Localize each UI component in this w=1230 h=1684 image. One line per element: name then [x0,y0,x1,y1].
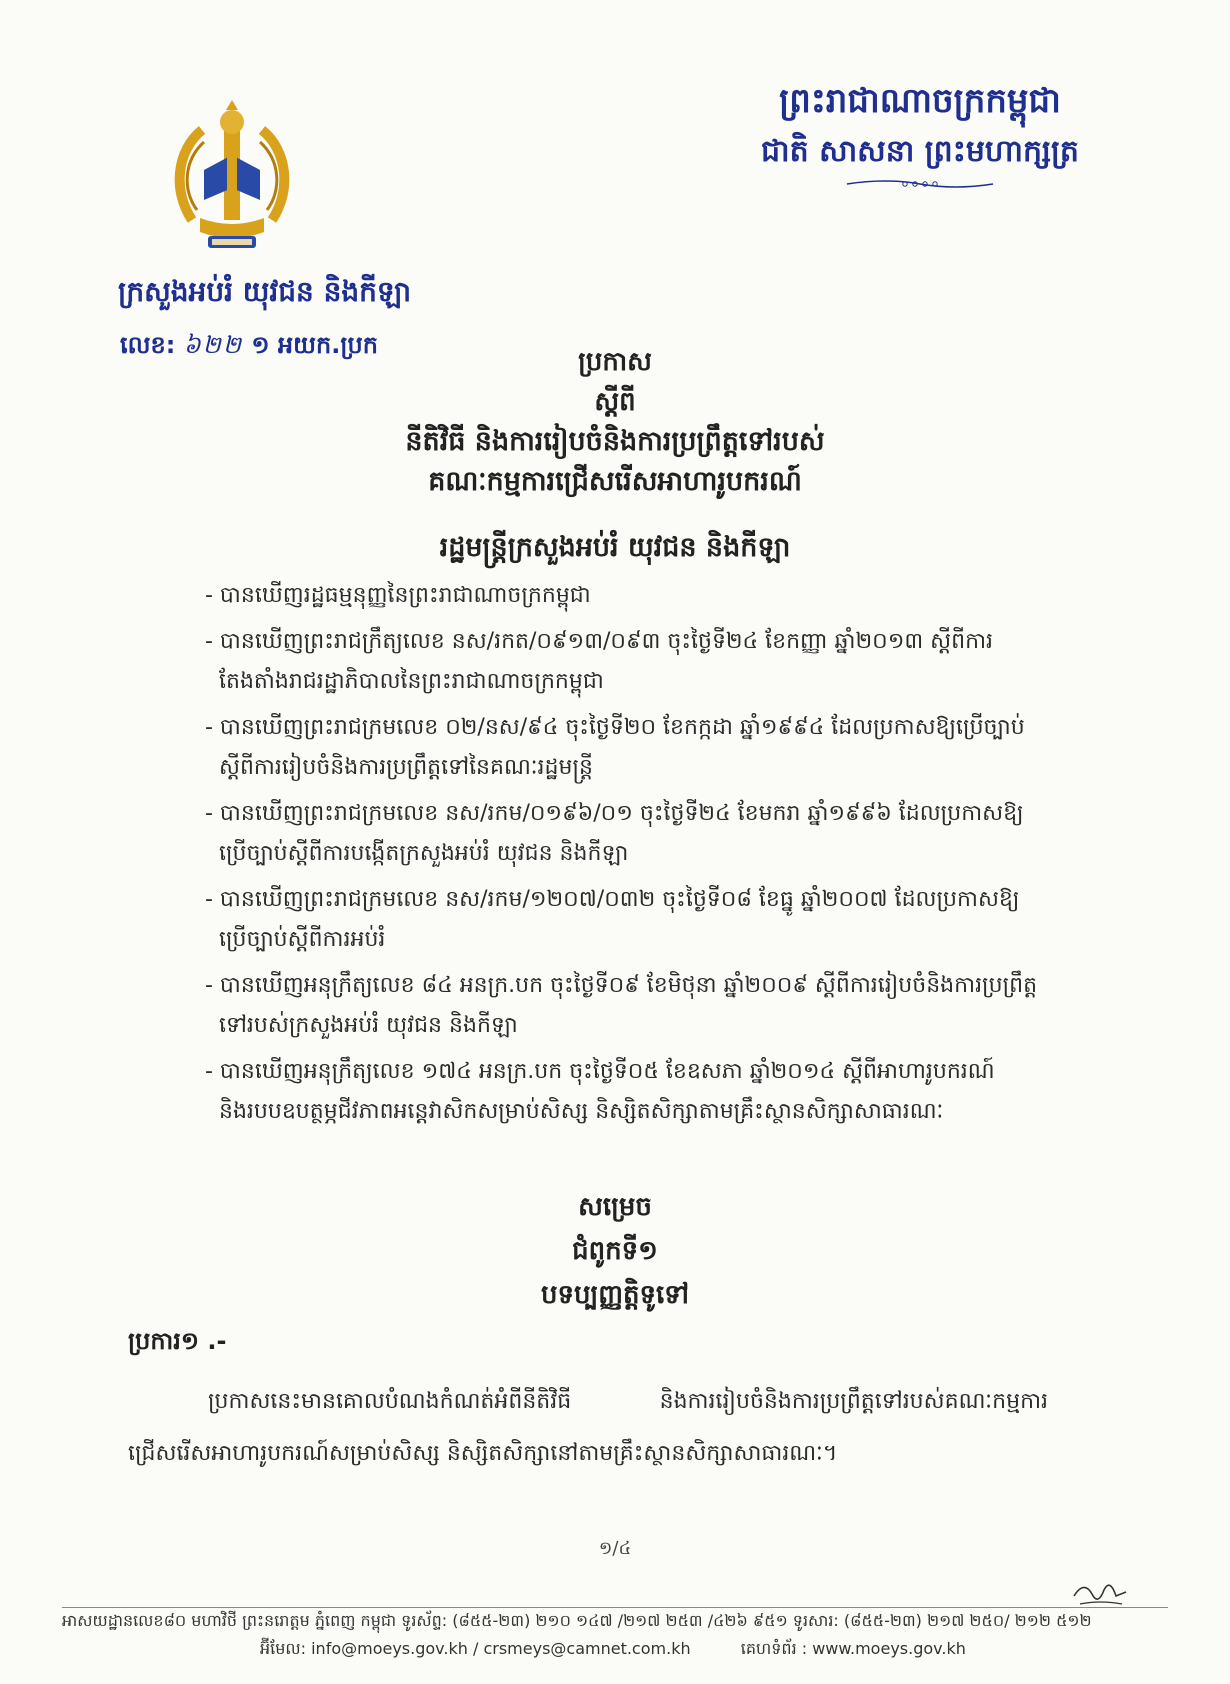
chapter-title: បទប្បញ្ញត្តិទូទៅ [540,1280,690,1310]
footer-contact [260,1638,966,1662]
ministry-name: ក្រសួងអប់រំ យុវជន និងកីឡា [118,275,412,308]
reference-handwritten: ៦២២ [183,331,243,359]
email-label: អ៊ីមែល: [260,1639,307,1658]
decision-block [0,1185,1230,1317]
website-link[interactable]: www.moeys.gov.kh [812,1639,966,1658]
preamble-item: - បានឃើញអនុក្រឹត្យលេខ ១៧៤ អនក្រ.បក ចុះថ្ងៃទី០៥ ខែឧសភា ឆ្នាំ២០១៤ ស្តីពីអាហារូបករណ៍ និងរបបឧបត្ថម្ភជីវភាពអន្តេវាសិកសម្រាប់សិស្ស និស្សិតសិក្សាតាមគ្រឹះស្ថានសិក្សាសាធារណៈ [205,1059,995,1124]
ministry-emblem-icon [172,100,292,260]
preamble-item: - បានឃើញព្រះរាជក្រឹត្យលេខ នស/រកត/០៩១៣/០៩៣ ចុះថ្ងៃទី២៤ ខែកញ្ញា ឆ្នាំ២០១៣ ស្តីពីការតែងតាំងរាជរដ្ឋាភិបាលនៃព្រះរាជាណាចក្រកម្ពុជា [205,629,993,694]
preamble-item: - បានឃើញព្រះរាជក្រមលេខ នស/រកម/០១៩៦/០១ ចុះថ្ងៃទី២៤ ខែមករា ឆ្នាំ១៩៩៦ ដែលប្រកាសឱ្យប្រើច្បាប់ស្តីពីការបង្កើតក្រសួងអប់រំ យុវជន និងកីឡា [205,801,1024,866]
footer-address: អាសយដ្ឋានលេខ៨០ មហាវិថី ព្រះនរោត្តម ភ្នំពេញ កម្ពុជា ទូរស័ព្ទ: (៨៥៥-២៣) ២១០ ១៤៧ /២១៧ ២៥៣ /៤២៦ ៩៥១ ទូរសារ: (៨៥៥-២៣) ២១៧ ២៥០/ ២១២ ៥១២ [62,1611,1092,1630]
page-number: ១/៤ [598,1538,632,1559]
title-line-2: ស្តីពី [594,387,636,417]
chapter-heading: ជំពូកទី១ [572,1236,658,1266]
preamble-item: - បានឃើញព្រះរាជក្រមលេខ នស/រកម/១២០៧/០៣២ ចុះថ្ងៃទី០៨ ខែធ្នូ ឆ្នាំ២០០៧ ដែលប្រកាសឱ្យប្រើច្បាប់ស្តីពីការអប់រំ [205,887,1020,952]
proclamation-title [0,342,1230,502]
preamble-item: - បានឃើញព្រះរាជក្រមលេខ ០២/នស/៩៤ ចុះថ្ងៃទី២០ ខែកក្កដា ឆ្នាំ១៩៩៤ ដែលប្រកាសឱ្យប្រើច្បាប់ស្តីពីការរៀបចំនិងការប្រព្រឹត្តទៅនៃគណៈរដ្ឋមន្ត្រី [205,715,1025,780]
reference-label: លេខ: [120,331,176,359]
title-line-3: នីតិវិធី និងការរៀបចំនិងការប្រព្រឹត្តទៅរបស់ [405,426,825,457]
article-1-label: ប្រការ១ .- [128,1327,227,1355]
preamble-list [205,576,1045,1138]
footer-divider [62,1607,1168,1608]
initials-signature-icon [1070,1574,1130,1614]
kingdom-header [740,78,1100,190]
reference-suffix: ១ អយក.ប្រក [251,331,378,359]
national-motto: ជាតិ សាសនា ព្រះមហាក្សត្រ [761,134,1079,169]
title-line-1: ប្រកាស [578,347,652,377]
website-label: គេហទំព័រ : [740,1639,808,1658]
email-link[interactable]: info@moeys.gov.kh / crsmeys@camnet.com.kh [311,1639,691,1658]
preamble-item: - បានឃើញអនុក្រឹត្យលេខ ៨៤ អនក្រ.បក ចុះថ្ងៃទី០៩ ខែមិថុនា ឆ្នាំ២០០៩ ស្តីពីការរៀបចំនិងការប្រព្រឹត្តទៅរបស់ក្រសួងអប់រំ យុវជន និងកីឡា [205,973,1038,1038]
decides-heading: សម្រេច [578,1192,652,1222]
minister-heading: រដ្ឋមន្ត្រីក្រសួងអប់រំ យុវជន និងកីឡា [439,532,791,563]
article-1-body: ប្រកាសនេះមានគោលបំណងកំណត់អំពីនីតិវិធី និងការរៀបចំនិងការប្រព្រឹត្តទៅរបស់គណៈកម្មការជ្រើសរើសអាហារូបករណ៍សម្រាប់សិស្ស និស្សិតសិក្សានៅតាមគ្រឹះស្ថានសិក្សាសាធារណៈ។ [128,1389,1048,1466]
ornament-divider-icon [845,176,995,190]
title-line-4: គណៈកម្មការជ្រើសរើសអាហារូបករណ៍ [428,466,802,497]
kingdom-title: ព្រះរាជាណាចក្រកម្ពុជា [779,81,1061,121]
preamble-item: - បានឃើញរដ្ឋធម្មនុញ្ញនៃព្រះរាជាណាចក្រកម្ពុជា [205,583,591,608]
